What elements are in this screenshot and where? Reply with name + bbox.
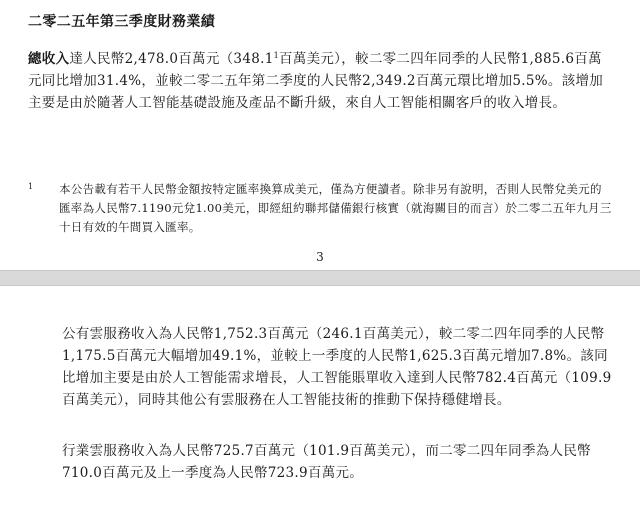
document-page-bottom <box>0 286 640 505</box>
footnote-reference: 1 <box>273 51 279 60</box>
industry-cloud-paragraph: 行業雲服務收入為人民幣725.7百萬元（101.9百萬美元），而二零二四年同季為人民幣710.0百萬元及上一季度為人民幣723.9百萬元。 <box>62 443 591 481</box>
footnote-mark: 1 <box>28 182 34 191</box>
page-separator <box>0 270 640 286</box>
total-revenue-lead: 總收入 <box>28 51 70 67</box>
public-cloud-paragraph: 公有雲服務收入為人民幣1,752.3百萬元（246.1百萬美元），較二零二四年同季的人民幣1,175.5百萬元大幅增加49.1%，並較上一季度的人民幣1,625.3百萬元增加7.8%。該同比增加主要是由於人工智能需求增長，人工智能賬單收入達到人民幣782.4百萬元（109.9百萬美元），同時其他公有雲服務在人工智能技術的推動下保持穩健增長。 <box>62 326 612 408</box>
footnote <box>28 180 613 237</box>
page-number: 3 <box>316 250 324 264</box>
total-revenue-paragraph <box>28 48 613 114</box>
total-revenue-text-start: 達人民幣2,478.0百萬元（348.1 <box>69 51 274 67</box>
footnote-text: 本公告載有若干人民幣金額按特定匯率換算成美元，僅為方便讀者。除非另有說明，否則人民幣兌美元的匯率為人民幣7.1190元兌1.00美元，即經紐約聯邦儲備銀行核實（就海關目的而言）於二零二五年九月三十日有效的午間買入匯率。 <box>59 182 612 234</box>
total-revenue-text-end: 百萬美元），較二零二四年同季的人民幣1,885.6百萬元同比增加31.4%，並較二零二五年第二季度的人民幣2,349.2百萬元環比增加5.5%。該增加主要是由於隨著人工智能基礎設施及產品不斷升級，來自人工智能相關客戶的收入增長。 <box>28 51 604 111</box>
section-heading: 二零二五年第三季度財務業績 <box>28 14 216 30</box>
